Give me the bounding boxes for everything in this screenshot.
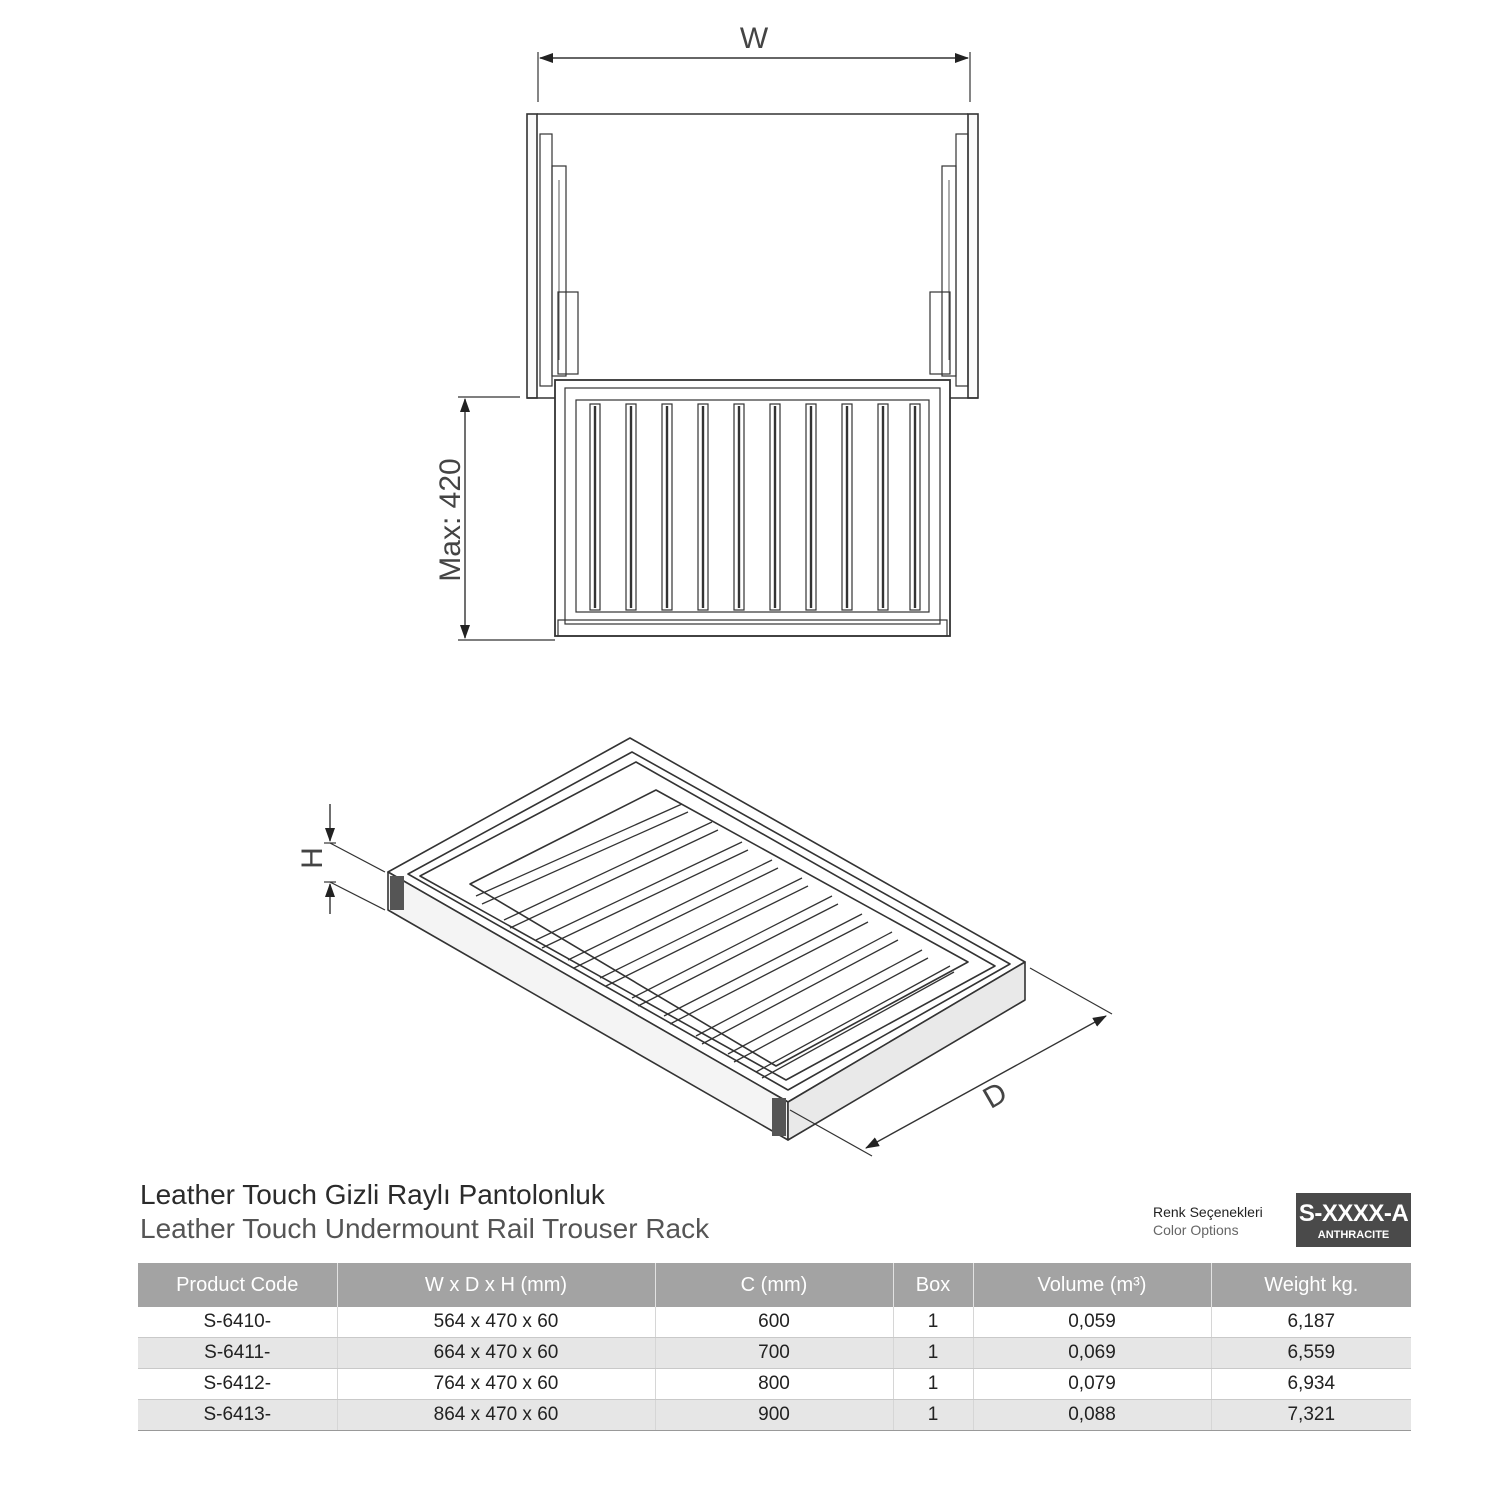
cell-dimensions: 764 x 470 x 60: [337, 1369, 655, 1400]
cell-box: 1: [893, 1369, 973, 1400]
color-options-label-tr: Renk Seçenekleri: [1153, 1204, 1263, 1220]
cell-weight: 7,321: [1211, 1400, 1411, 1431]
product-title-english: Leather Touch Undermount Rail Trouser Rack: [140, 1213, 710, 1244]
top-view: [458, 52, 978, 640]
table-header-row: [138, 1263, 1411, 1307]
table-row: [138, 1369, 1411, 1400]
trouser-bars: [590, 404, 920, 610]
cell-dimensions: 664 x 470 x 60: [337, 1338, 655, 1369]
cell-weight: 6,187: [1211, 1307, 1411, 1338]
cell-cabinet-width: 700: [655, 1338, 893, 1369]
table-row: [138, 1307, 1411, 1338]
depth-label: D: [977, 1076, 1013, 1116]
table-row: [138, 1400, 1411, 1431]
title-block: [140, 1178, 709, 1246]
height-label: H: [296, 847, 329, 869]
cell-product-code: S-6412-: [138, 1369, 337, 1400]
cell-weight: 6,934: [1211, 1369, 1411, 1400]
cell-volume: 0,059: [973, 1307, 1211, 1338]
specification-table: [138, 1263, 1411, 1431]
color-options-label: [1153, 1203, 1263, 1239]
header-weight: Weight kg.: [1211, 1263, 1411, 1307]
cell-cabinet-width: 900: [655, 1400, 893, 1431]
swatch-code: S-XXXX-A: [1298, 1200, 1409, 1227]
header-dimensions: W x D x H (mm): [337, 1263, 655, 1307]
max-extension-label: Max: 420: [434, 458, 467, 582]
cell-volume: 0,088: [973, 1400, 1211, 1431]
cell-weight: 6,559: [1211, 1338, 1411, 1369]
header-volume: Volume (m³): [973, 1263, 1211, 1307]
cell-box: 1: [893, 1338, 973, 1369]
swatch-color-name: ANTHRACITE: [1317, 1229, 1390, 1241]
cell-product-code: S-6410-: [138, 1307, 337, 1338]
cell-volume: 0,079: [973, 1369, 1211, 1400]
cell-cabinet-width: 800: [655, 1369, 893, 1400]
cell-box: 1: [893, 1307, 973, 1338]
cell-box: 1: [893, 1400, 973, 1431]
header-cabinet-width: C (mm): [655, 1263, 893, 1307]
color-options-label-en: Color Options: [1153, 1222, 1239, 1238]
cell-product-code: S-6411-: [138, 1338, 337, 1369]
product-title-turkish: Leather Touch Gizli Raylı Pantolonluk: [140, 1179, 605, 1210]
anthracite-color-swatch: [1296, 1193, 1411, 1247]
table-row: [138, 1338, 1411, 1369]
width-label: W: [739, 22, 769, 55]
cell-cabinet-width: 600: [655, 1307, 893, 1338]
header-product-code: Product Code: [138, 1263, 337, 1307]
cell-dimensions: 564 x 470 x 60: [337, 1307, 655, 1338]
header-box: Box: [893, 1263, 973, 1307]
cell-volume: 0,069: [973, 1338, 1211, 1369]
cell-product-code: S-6413-: [138, 1400, 337, 1431]
cell-dimensions: 864 x 470 x 60: [337, 1400, 655, 1431]
